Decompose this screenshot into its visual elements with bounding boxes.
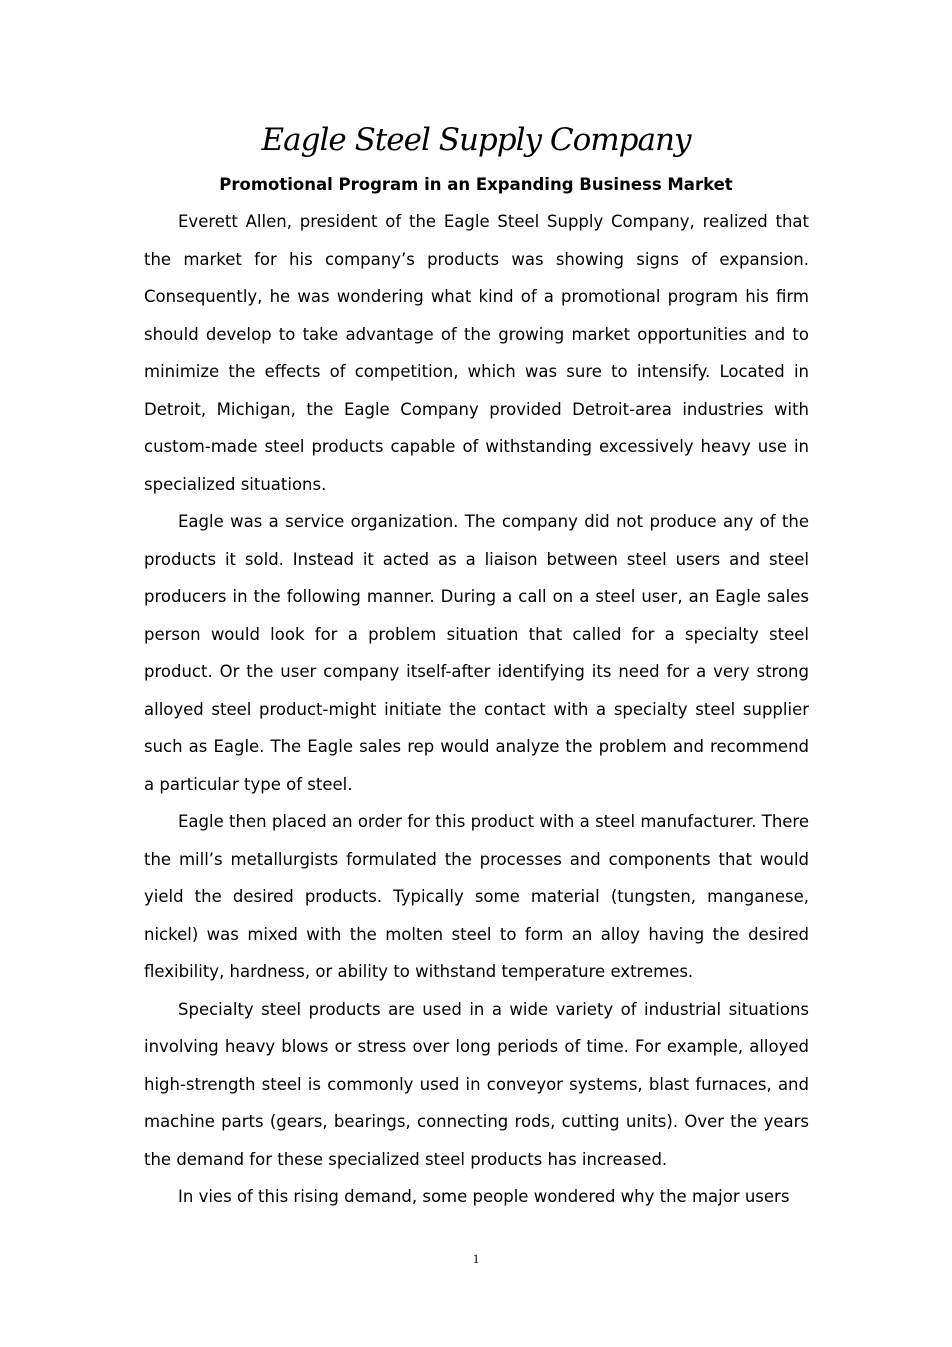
page-number: 1 [472, 1251, 480, 1266]
paragraph-5: In vies of this rising demand, some people wondered why the major users [178, 1187, 790, 1206]
paragraph-1: Everett Allen, president of the Eagle Steel Supply Company, realized that the market for his company’s products was showing signs of expansion. Consequently, he was wondering what kind of a promotional program his firm should develop to take advantage of the growing market opportunities and to minimize the effects of competition, which was sure to intensify. Located in Detroit, Michigan, the Eagle Company provided Detroit-area industries with custom-made steel products capable of withstanding excessively heavy use in specialized situations. [144, 212, 809, 494]
paragraph-4: Specialty steel products are used in a wide variety of industrial situations involving heavy blows or stress over long periods of time. For example, alloyed high-strength steel is commonly used in conveyor systems, blast furnaces, and machine parts (gears, bearings, connecting rods, cutting units). Over the years the demand for these specialized steel products has increased. [144, 999, 809, 1169]
document-title: Eagle Steel Supply Company [261, 122, 691, 158]
document-subtitle: Promotional Program in an Expanding Business Market [219, 175, 733, 194]
document-body [144, 203, 809, 1216]
paragraph-3: Eagle then placed an order for this product with a steel manufacturer. There the mill’s metallurgists formulated the processes and components that would yield the desired products. Typically some material (tungsten, manganese, nickel) was mixed with the molten steel to form an alloy having the desired flexibility, hardness, or ability to withstand temperature extremes. [144, 812, 809, 981]
paragraph-2: Eagle was a service organization. The company did not produce any of the products it sold. Instead it acted as a liaison between steel users and steel producers in the following manner. During a call on a steel user, an Eagle sales person would look for a problem situation that called for a specialty steel product. Or the user company itself-after identifying its need for a very strong alloyed steel product-might initiate the contact with a specialty steel supplier such as Eagle. The Eagle sales rep would analyze the problem and recommend a particular type of steel. [144, 512, 809, 794]
